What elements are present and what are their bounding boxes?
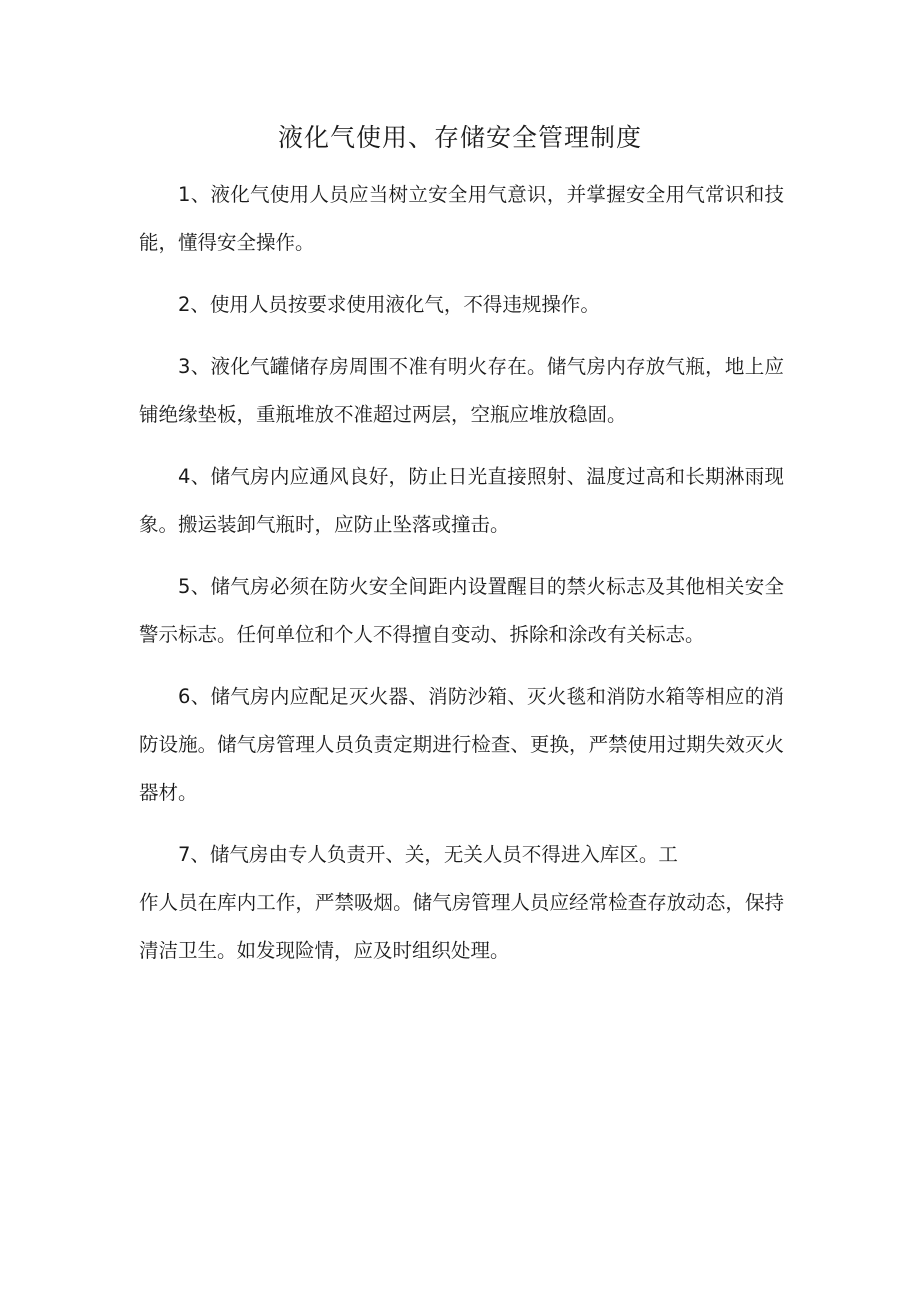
document-title: 液化气使用、存储安全管理制度	[277, 123, 642, 152]
paragraph-2: 2、使用人员按要求使用液化气，不得违规操作。	[178, 293, 600, 316]
paragraph-3: 3、液化气罐储存房周围不准有明火存在。储气房内存放气瓶，地上应铺绝缘垫板，重瓶堆放不准超过两层，空瓶应堆放稳固。	[139, 355, 784, 426]
paragraph-7-rest: 作人员在库内工作，严禁吸烟。储气房管理人员应经常检查存放动态，保持清洁卫生。如发现险情，应及时组织处理。	[139, 891, 784, 962]
paragraph-7	[139, 831, 784, 975]
paragraph-1: 1、液化气使用人员应当树立安全用气意识，并掌握安全用气常识和技能，懂得安全操作。	[139, 183, 784, 254]
paragraph-7-line-1: 7、储气房由专人负责开、关，无关人员不得进入库区。工	[178, 843, 678, 866]
paragraph-6: 6、储气房内应配足灭火器、消防沙箱、灭火毯和消防水箱等相应的消防设施。储气房管理人员负责定期进行检查、更换，严禁使用过期失效灭火器材。	[139, 685, 784, 804]
paragraph-5: 5、储气房必须在防火安全间距内设置醒目的禁火标志及其他相关安全警示标志。任何单位和个人不得擅自变动、拆除和涂改有关标志。	[139, 575, 784, 646]
document-body	[139, 171, 784, 989]
paragraph-4: 4、储气房内应通风良好，防止日光直接照射、温度过高和长期淋雨现象。搬运装卸气瓶时，应防止坠落或撞击。	[139, 465, 784, 536]
